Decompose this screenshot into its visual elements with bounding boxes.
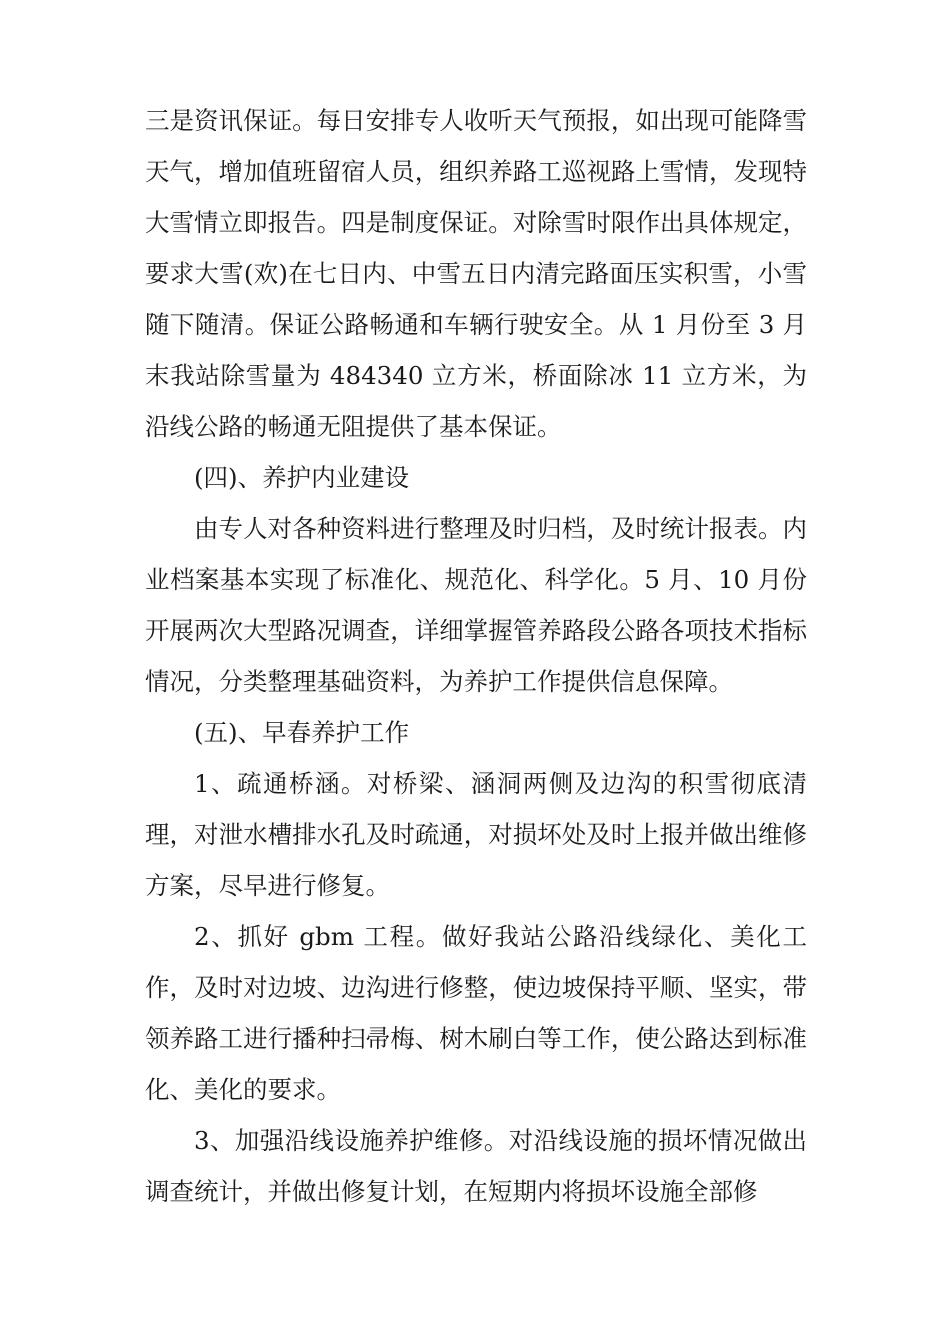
paragraph-roadside-facility-repair: 3、加强沿线设施养护维修。对沿线设施的损坏情况做出调查统计，并做出修复计划，在短期内将损坏设施全部修 [145,1126,807,1206]
document-body [145,95,807,1217]
paragraph-records-archiving: 由专人对各种资料进行整理及时归档，及时统计报表。内业档案基本实现了标准化、规范化、科学化。5 月、10 月份开展两次大型路况调查，详细掌握管养路段公路各项技术指标情况，分类整理基础资料，为养护工作提供信息保障。 [145,514,807,696]
paragraph-gbm-project: 2、抓好 gbm 工程。做好我站公路沿线绿化、美化工作，及时对边坡、边沟进行修整，使边坡保持平顺、坚实，带领养路工进行播种扫帚梅、树木刷白等工作，使公路达到标准化、美化的要求。 [145,922,807,1104]
paragraph-snow-removal-continuation: 三是资讯保证。每日安排专人收听天气预报，如出现可能降雪天气，增加值班留宿人员，组织养路工巡视路上雪情，发现特大雪情立即报告。四是制度保证。对除雪时限作出具体规定，要求大雪(欢)在七日内、中雪五日内清完路面压实积雪，小雪随下随清。保证公路畅通和车辆行驶安全。从 1 月份至 3 月末我站除雪量为 484340 立方米，桥面除冰 11 立方米，为沿线公路的畅通无阻提供了基本保证。 [145,106,807,441]
section-heading-internal-maintenance: (四)、养护内业建设 [194,463,410,492]
paragraph-bridge-culvert-clearing: 1、疏通桥涵。对桥梁、涵洞两侧及边沟的积雪彻底清理，对泄水槽排水孔及时疏通，对损坏处及时上报并做出维修方案，尽早进行修复。 [145,769,807,900]
section-heading-early-spring-maintenance: (五)、早春养护工作 [194,718,410,747]
